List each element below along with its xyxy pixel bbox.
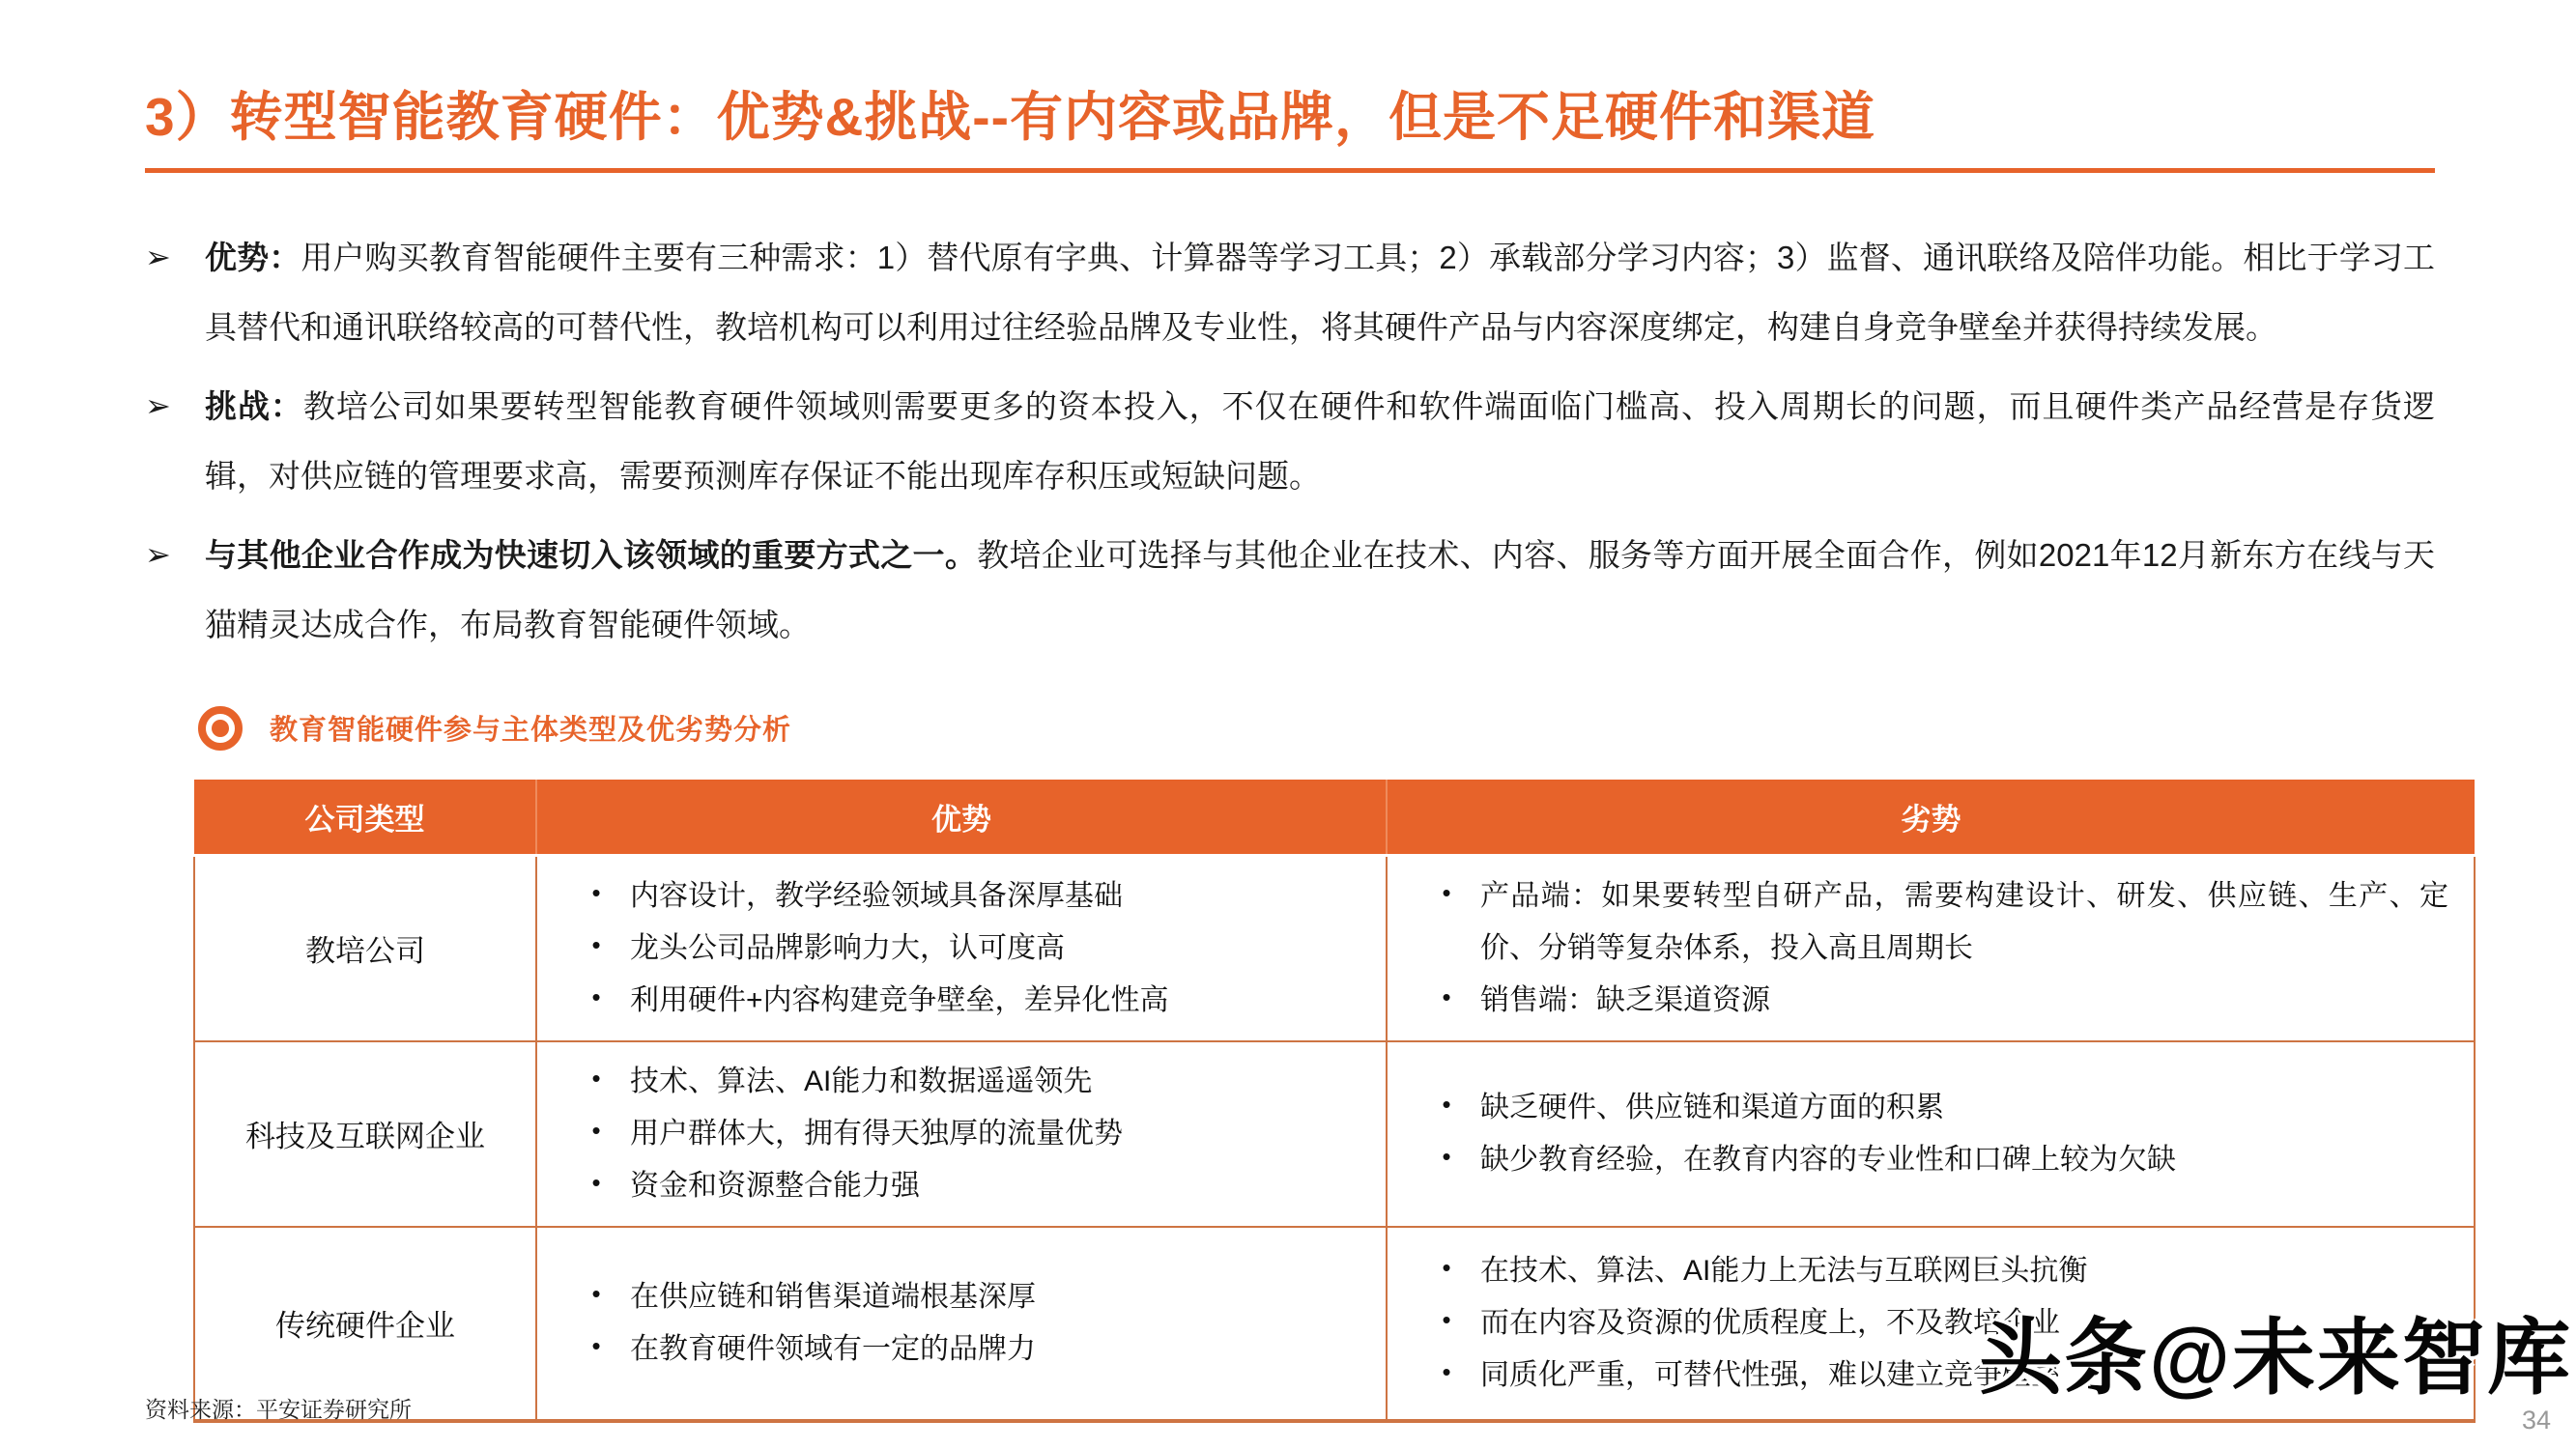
title-underline bbox=[145, 168, 2435, 173]
body-text-block bbox=[145, 223, 2435, 660]
bullet-dot-icon: • bbox=[591, 1167, 601, 1197]
bullet-dot-icon: • bbox=[591, 929, 601, 959]
list-item bbox=[1413, 975, 2448, 1027]
bullet-dot-icon: • bbox=[591, 1278, 601, 1308]
advantages-list bbox=[562, 870, 1360, 1027]
watermark-text: 头条@未来智库 bbox=[1979, 1312, 2572, 1405]
paragraph-lead: 挑战： bbox=[205, 387, 303, 424]
page-number: 34 bbox=[2521, 1406, 2551, 1435]
page-title: 3）转型智能教育硬件：优势&挑战--有内容或品牌，但是不足硬件和渠道 bbox=[145, 87, 1875, 147]
table-header-row bbox=[194, 780, 2475, 856]
list-item bbox=[562, 923, 1360, 975]
section-title: 教育智能硬件参与主体类型及优劣势分析 bbox=[270, 715, 792, 747]
bullet-dot-icon: • bbox=[1442, 1304, 1451, 1334]
list-item-text: 销售端：缺乏渠道资源 bbox=[1480, 983, 1770, 1016]
list-item-text: 而在内容及资源的优质程度上，不及教培企业 bbox=[1480, 1306, 2060, 1339]
list-item bbox=[1413, 870, 2448, 975]
paragraph-body: 用户购买教育智能硬件主要有三种需求：1）替代原有字典、计算器等学习工具；2）承载部分学习内容；3）监督、通讯联络及陪伴功能。相比于学习工具替代和通讯联络较高的可替代性，教培机构可以利用过往经验品牌及专业性，将其硬件产品与内容深度绑定，构建自身竞争壁垒并获得持续发展。 bbox=[205, 240, 2436, 345]
cell-disadvantages bbox=[1387, 855, 2475, 1041]
bullet-dot-icon: • bbox=[591, 981, 601, 1011]
cell-company-type: 科技及互联网企业 bbox=[194, 1041, 536, 1227]
bullet-dot-icon: • bbox=[1442, 877, 1451, 907]
bullet-dot-icon: • bbox=[1442, 1141, 1451, 1171]
bullet-dot-icon: • bbox=[591, 1115, 601, 1145]
bullet-dot-icon: • bbox=[1442, 1356, 1451, 1386]
bullet-dot-icon: • bbox=[591, 1330, 601, 1360]
bullet-dot-icon: • bbox=[1442, 1252, 1451, 1282]
list-item bbox=[562, 1160, 1360, 1212]
cell-disadvantages bbox=[1387, 1041, 2475, 1227]
table-row bbox=[194, 1041, 2475, 1227]
list-item-text: 产品端：如果要转型自研产品，需要构建设计、研发、供应链、生产、定价、分销等复杂体系，投入高且周期长 bbox=[1480, 879, 2448, 964]
bullet-dot-icon: • bbox=[591, 1063, 601, 1093]
disadvantages-list bbox=[1413, 1082, 2448, 1186]
advantages-list bbox=[562, 1056, 1360, 1212]
bullseye-icon bbox=[198, 706, 243, 751]
list-item bbox=[562, 1108, 1360, 1160]
list-item bbox=[1413, 1245, 2448, 1297]
section-header bbox=[198, 706, 2576, 751]
paragraph-text bbox=[205, 372, 2435, 511]
cell-advantages bbox=[536, 855, 1387, 1041]
bullet-paragraph-challenges bbox=[145, 372, 2435, 511]
arrow-bullet-icon: ➢ bbox=[145, 240, 171, 274]
list-item bbox=[1413, 1082, 2448, 1134]
list-item bbox=[562, 870, 1360, 923]
column-header-disadvantages: 劣势 bbox=[1387, 780, 2475, 856]
bullseye-dot bbox=[212, 720, 229, 737]
paragraph-lead: 优势： bbox=[205, 240, 301, 275]
paragraph-body: 教培公司如果要转型智能教育硬件领域则需要更多的资本投入，不仅在硬件和软件端面临门槛高、投入周期长的问题，而且硬件类产品经营是存货逻辑，对供应链的管理要求高，需要预测库存保证不能出现库存积压或短缺问题。 bbox=[205, 387, 2436, 494]
cell-advantages bbox=[536, 1227, 1387, 1421]
list-item bbox=[562, 1271, 1360, 1323]
advantages-list bbox=[562, 1271, 1360, 1376]
source-note: 资料来源：平安证券研究所 bbox=[145, 1397, 412, 1422]
list-item bbox=[562, 1056, 1360, 1108]
list-item-text: 在教育硬件领域有一定的品牌力 bbox=[630, 1332, 1036, 1365]
bullet-dot-icon: • bbox=[1442, 1089, 1451, 1119]
cell-company-type: 传统硬件企业 bbox=[194, 1227, 536, 1421]
table-row bbox=[194, 855, 2475, 1041]
paragraph-lead: 与其他企业合作成为快速切入该领域的重要方式之一。 bbox=[205, 536, 978, 573]
paragraph-text bbox=[205, 521, 2435, 660]
list-item-text: 缺少教育经验，在教育内容的专业性和口碑上较为欠缺 bbox=[1480, 1143, 2176, 1176]
bullet-dot-icon: • bbox=[591, 877, 601, 907]
list-item-text: 用户群体大，拥有得天独厚的流量优势 bbox=[630, 1117, 1123, 1150]
list-item-text: 龙头公司品牌影响力大，认可度高 bbox=[630, 931, 1065, 964]
cell-advantages bbox=[536, 1041, 1387, 1227]
list-item-text: 同质化严重，可替代性强，难以建立竞争壁垒 bbox=[1480, 1358, 2060, 1391]
paragraph-text bbox=[205, 223, 2435, 362]
list-item-text: 在技术、算法、AI能力上无法与互联网巨头抗衡 bbox=[1480, 1254, 2088, 1287]
column-header-advantages: 优势 bbox=[536, 780, 1387, 856]
list-item-text: 利用硬件+内容构建竞争壁垒，差异化性高 bbox=[630, 983, 1169, 1016]
bullet-dot-icon: • bbox=[1442, 981, 1451, 1011]
disadvantages-list bbox=[1413, 870, 2448, 1027]
arrow-bullet-icon: ➢ bbox=[145, 387, 171, 423]
list-item-text: 内容设计，教学经验领域具备深厚基础 bbox=[630, 879, 1123, 912]
list-item bbox=[1413, 1134, 2448, 1186]
cell-company-type: 教培公司 bbox=[194, 855, 536, 1041]
title-block bbox=[145, 85, 2435, 173]
column-header-company-type: 公司类型 bbox=[194, 780, 536, 856]
list-item bbox=[562, 1323, 1360, 1376]
list-item-text: 缺乏硬件、供应链和渠道方面的积累 bbox=[1480, 1091, 1944, 1123]
bullet-paragraph-cooperation bbox=[145, 521, 2435, 660]
arrow-bullet-icon: ➢ bbox=[145, 536, 171, 572]
list-item-text: 资金和资源整合能力强 bbox=[630, 1169, 920, 1202]
list-item-text: 在供应链和销售渠道端根基深厚 bbox=[630, 1280, 1036, 1313]
list-item bbox=[562, 975, 1360, 1027]
list-item-text: 技术、算法、AI能力和数据遥遥领先 bbox=[630, 1065, 1093, 1097]
bullet-paragraph-advantages bbox=[145, 223, 2435, 362]
paragraph-body: 教培企业可选择与其他企业在技术、内容、服务等方面开展全面合作，例如2021年12月新东方在线与天猫精灵达成合作，布局教育智能硬件领域。 bbox=[205, 536, 2435, 642]
